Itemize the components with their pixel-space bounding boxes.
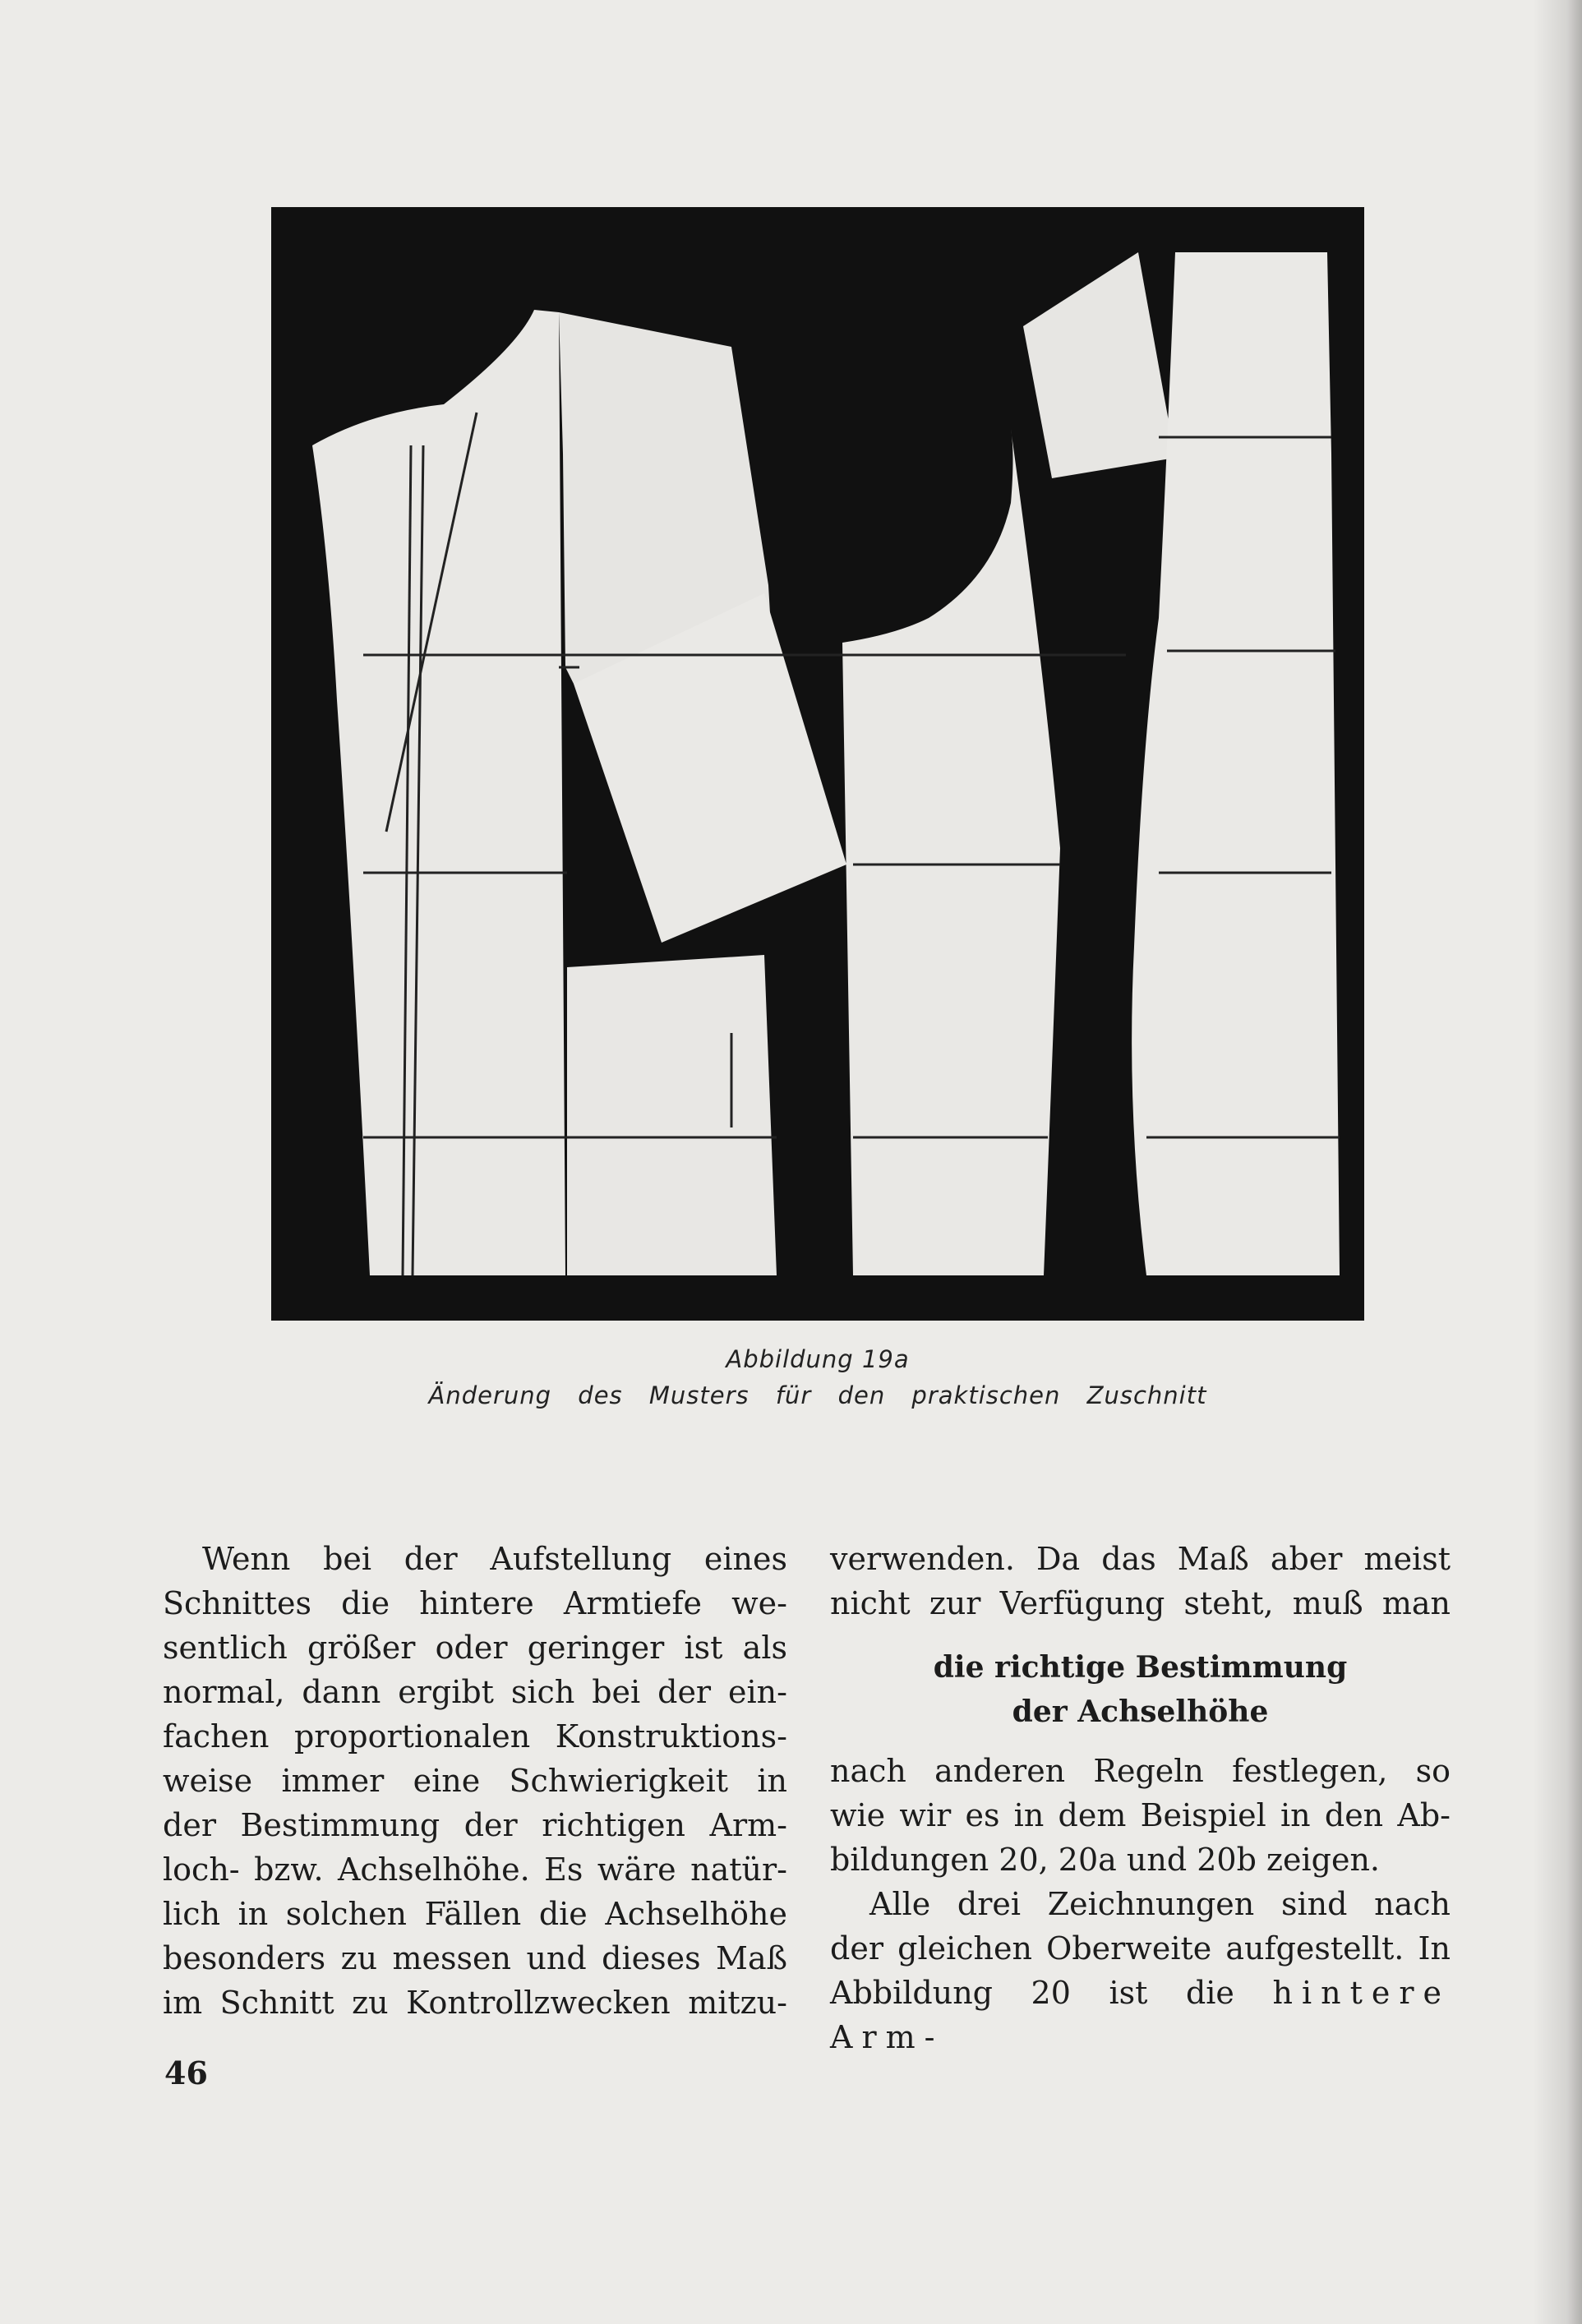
text-line: Wenn bei der Aufstellung eines — [202, 1541, 787, 1577]
text-line-last — [830, 1971, 1451, 2059]
text-line: im Schnitt zu Kontrollzwecken mitzu- — [163, 1985, 787, 2021]
page-shadow — [1533, 0, 1582, 2324]
text-line: Alle drei Zeichnungen sind nach — [869, 1886, 1451, 1922]
caption-subtitle: Änderung des Musters für den praktischen Zuschnitt — [428, 1381, 1207, 1409]
paragraph-3-cont — [830, 1926, 1451, 2059]
text-line: lich in solchen Fällen die Achselhöhe — [163, 1896, 787, 1932]
paragraph-1-cont — [163, 1581, 787, 2025]
figure-caption — [271, 1341, 1364, 1413]
paragraph-2-end — [830, 1838, 1451, 1882]
text-line: normal, dann ergibt sich bei der ein- — [163, 1674, 787, 1710]
paragraph-3 — [830, 1882, 1451, 1926]
text-line: der Bestimmung der richtigen Arm- — [163, 1807, 787, 1843]
text-line: besonders zu messen und dieses Maß — [163, 1940, 787, 1976]
text-line: verwenden. Da das Maß aber meist — [830, 1541, 1451, 1577]
caption-title: Abbildung 19a — [726, 1345, 910, 1373]
text-line: bildungen 20, 20a und 20b zeigen. — [830, 1842, 1381, 1878]
heading-line-2: der Achselhöhe — [1012, 1695, 1269, 1729]
paragraph-1-end — [830, 1537, 1451, 1625]
text-line: nicht zur Verfügung steht, muß man — [830, 1585, 1451, 1621]
pattern-figure — [271, 207, 1364, 1321]
text-line: weise immer eine Schwierigkeit in — [163, 1763, 787, 1799]
text-line: nach anderen Regeln festlegen, so — [830, 1753, 1451, 1789]
side-pattern-piece — [567, 955, 777, 1275]
heading-line-1: die richtige Bestimmung — [933, 1650, 1348, 1685]
paragraph-2 — [830, 1749, 1451, 1838]
text-line: loch- bzw. Achselhöhe. Es wäre natür- — [163, 1851, 787, 1888]
left-column — [163, 1537, 787, 2025]
text-line: der gleichen Oberweite aufgestellt. In — [830, 1930, 1451, 1967]
page-number: 46 — [164, 2054, 208, 2091]
last-line-prefix: Abbildung 20 ist die — [830, 1975, 1273, 2011]
text-line: Schnittes die hintere Armtiefe we- — [163, 1585, 787, 1621]
paragraph-1 — [163, 1537, 787, 1581]
text-line: wie wir es in dem Beispiel in den Ab- — [830, 1797, 1451, 1833]
text-line: sentlich größer oder geringer ist als — [163, 1630, 787, 1666]
text-line: fachen proportionalen Konstruktions- — [163, 1718, 787, 1755]
pattern-photo — [271, 207, 1364, 1321]
section-heading — [830, 1645, 1451, 1734]
last-line-spaced: hintere Arm- — [830, 1975, 1451, 2055]
right-column — [830, 1537, 1451, 2059]
